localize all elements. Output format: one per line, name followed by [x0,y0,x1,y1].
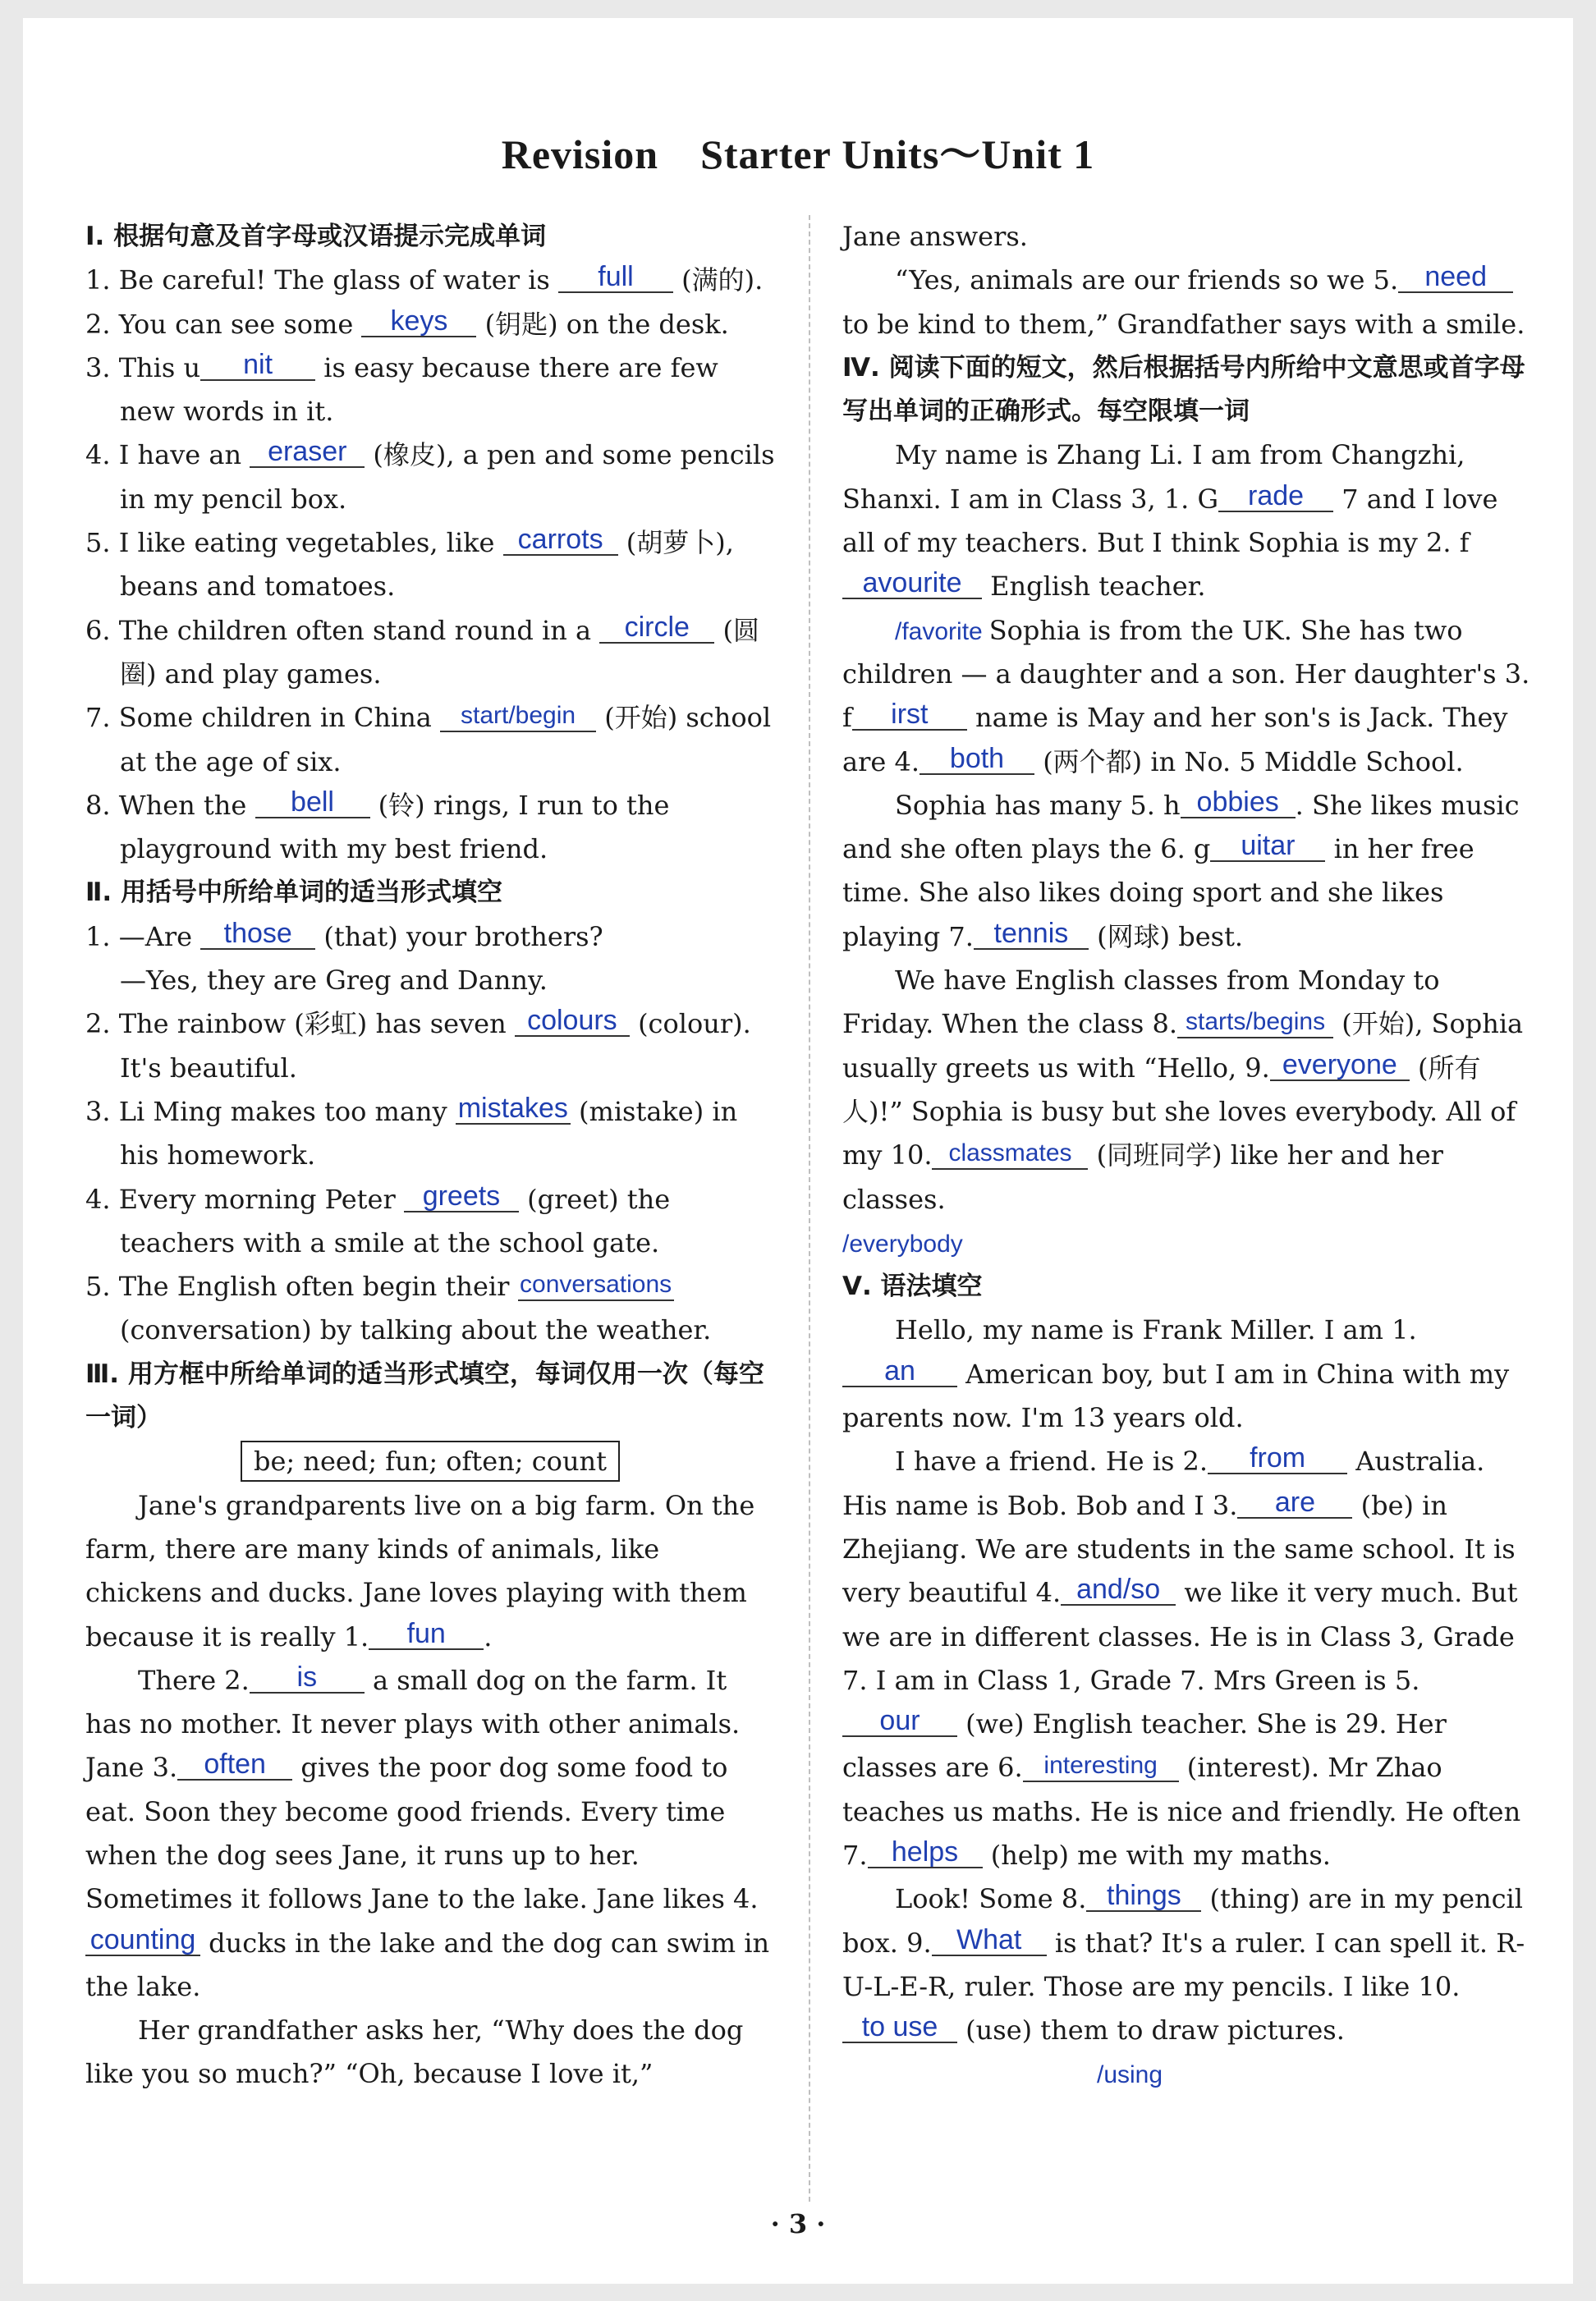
answer-blank: and/so [1061,1574,1176,1606]
exercise-item: 4. I have an eraser (橡皮), a pen and some pencils in my pencil box. [85,436,775,515]
section-3-paragraph-1: Jane's grandparents live on a big farm. On the farm, there are many kinds of animals, like chickens and ducks. Jane loves playing with them because it is really 1. fun . [85,1489,755,1652]
answer-blank: tennis [974,919,1089,950]
answer-blank: an [842,1356,957,1387]
answer-blank: circle [599,612,714,644]
section-4-heading: Ⅳ. 阅读下面的短文，然后根据括号内所给中文意思或首字母写出单词的正确形式。每空限填一词 [842,352,1525,427]
section-3-paragraph-4: “Yes, animals are our friends so we 5. need to be kind to them,” Grandfather says with a smile. [842,261,1525,340]
section-3-paragraph-3-end: Jane answers. [842,221,1028,252]
answer-blank: rade [1218,481,1333,512]
section-1-heading: Ⅰ. 根据句意及首字母或汉语提示完成单词 [85,222,547,251]
answer-blank: are [1237,1487,1352,1519]
answer-blank: everyone [1270,1050,1410,1081]
section-3-heading: Ⅲ. 用方框中所给单词的适当形式填空，每词仅用一次（每空一词） [85,1359,764,1433]
section-3-paragraph-3: Her grandfather asks her, “Why does the dog like you so much?” “Oh, because I love it,” [85,2015,744,2090]
answer-blank: avourite [842,568,982,599]
section-4-paragraph-2: /favorite Sophia is from the UK. She has two children — a daughter and a son. Her daughter's 3. f irst name is May and her son's is Jack. They are 4. both (两个都) in No. 5 Middle School. [842,614,1530,777]
answer-blank: mistakes [456,1093,571,1125]
word-box: be; need; fun; often; count [241,1441,620,1482]
answer-blank: helps [868,1837,983,1868]
dialogue-reply: —Yes, they are Greg and Danny. [120,965,548,997]
exercise-item: 4. Every morning Peter greets (greet) the teachers with a smile at the school gate. [85,1180,671,1258]
exercise-item: 1. Be careful! The glass of water is full (满的). [85,261,764,296]
section-2-heading: Ⅱ. 用括号中所给单词的适当形式填空 [85,878,502,908]
section-5-paragraph-2: I have a friend. He is 2. from Australia. His name is Bob. Bob and I 3. are (be) in Zhejiang. We are students in the same school. It is very beautiful 4. and/so we like it very much. But we are in different classes. He is in Class 3, Grade 7. I am in Class 1, Grade 7. Mrs Green is 5.our (we) English teacher. She is 29. Her classes are 6. interesting (interest). Mr Zhao teaches us maths. He is nice and friendly. He often 7. helps (help) me with my maths. [842,1442,1521,1871]
section-5-paragraph-1: Hello, my name is Frank Miller. I am 1.an American boy, but I am in China with my parents now. I'm 13 years old. [842,1314,1510,1434]
alternate-answer: /everybody [842,1230,963,1258]
answer-blank: irst [852,699,967,731]
page-title: Revision Starter Units～Unit 1 [501,131,1095,177]
section-4-paragraph-4: We have English classes from Monday to Friday. When the class 8. starts/begins (开始), Sophia usually greets us with “Hello, 9. everyone (所有人)!” Sophia is busy but she loves everybody. All of my 10. classmates (同班同学) like her and her classes. [842,965,1524,1215]
answer-blank: those [200,919,315,950]
exercise-item: 3. This u nit is easy because there are few new words in it. [85,348,718,428]
section-3-paragraph-2: There 2. is a small dog on the farm. It has no mother. It never plays with other animals. Jane 3. often gives the poor dog some food to eat. Soon they become good friends. Every time when the dog sees Jane, it runs up to her. Sometimes it follows Jane to the lake. Jane likes 4.counting ducks in the lake and the dog can swim in the lake. [85,1661,770,2002]
answer-blank: classmates [932,1139,1088,1170]
answer-blank: greets [404,1181,519,1212]
answer-blank: colours [515,1006,630,1037]
exercise-item: 2. The rainbow (彩虹) has seven colours (colour). It's beautiful. [85,1005,751,1084]
answer-blank: things [1086,1881,1201,1912]
exercise-item: 6. The children often stand round in a circle (圆圈) and play games. [85,611,759,690]
alternate-answer: /favorite [895,617,983,645]
answer-blank: start/begin [440,701,596,732]
answer-blank: fun [369,1619,484,1650]
exercise-item: 3. Li Ming makes too many mistakes (mistake) in his homework. [85,1092,738,1171]
exercise-item: 1. —Are those (that) your brothers? [85,917,603,952]
exercise-item: 7. Some children in China start/begin (开始) school at the age of six. [85,702,772,777]
section-5-paragraph-3: Look! Some 8. things (thing) are in my pencil box. 9. What is that? It's a ruler. I can spell it. R-U-L-E-R, ruler. Those are my pencils. I like 10.to use (use) them to draw pictures. [842,1880,1525,2047]
answer-blank: full [558,262,673,293]
answer-blank: bell [255,787,370,818]
answer-blank: from [1208,1443,1347,1474]
exercise-item: 8. When the bell (铃) rings, I run to the playground with my best friend. [85,786,670,865]
section-1-list [85,259,775,871]
answer-blank: What [932,1925,1047,1956]
section-2-list [85,915,775,1353]
section-5-heading: Ⅴ. 语法填空 [842,1272,983,1302]
answer-blank: nit [200,350,315,381]
answer-blank: obbies [1181,787,1296,818]
answer-blank: keys [361,306,476,337]
section-4-paragraph-1: My name is Zhang Li. I am from Changzhi, Shanxi. I am in Class 3, 1. G rade 7 and I love all of my teachers. But I think Sophia is my 2. favourite English teacher. [842,439,1498,603]
section-4-paragraph-3: Sophia has many 5. h obbies . She likes music and she often plays the 6. g uitar in her free time. She also likes doing sport and she likes playing 7. tennis (网球) best. [842,786,1520,952]
answer-blank: eraser [250,437,365,468]
page-number: · 3 · [770,2208,826,2239]
exercise-item: 5. I like eating vegetables, like carrots (胡萝卜), beans and tomatoes. [85,524,734,603]
answer-blank: need [1398,262,1513,293]
answer-blank: is [250,1662,365,1694]
answer-blank: to use [842,2012,957,2043]
answer-blank: our [842,1706,957,1737]
answer-blank: starts/begins [1177,1007,1333,1038]
exercise-item: 2. You can see some keys (钥匙) on the desk. [85,305,729,340]
answer-blank: conversations [518,1270,674,1301]
left-column [85,215,775,2097]
right-column [842,215,1530,2097]
answer-blank: both [920,744,1034,775]
answer-blank: uitar [1210,831,1325,862]
answer-blank: often [177,1749,292,1781]
column-divider [809,215,810,2202]
answer-blank: interesting [1023,1751,1179,1782]
alternate-answer: /using [1097,2061,1163,2089]
answer-blank: counting [85,1925,200,1956]
answer-blank: carrots [503,525,618,556]
exercise-item: 5. The English often begin their conversations (conversation) by talking about the weather. [85,1271,712,1346]
